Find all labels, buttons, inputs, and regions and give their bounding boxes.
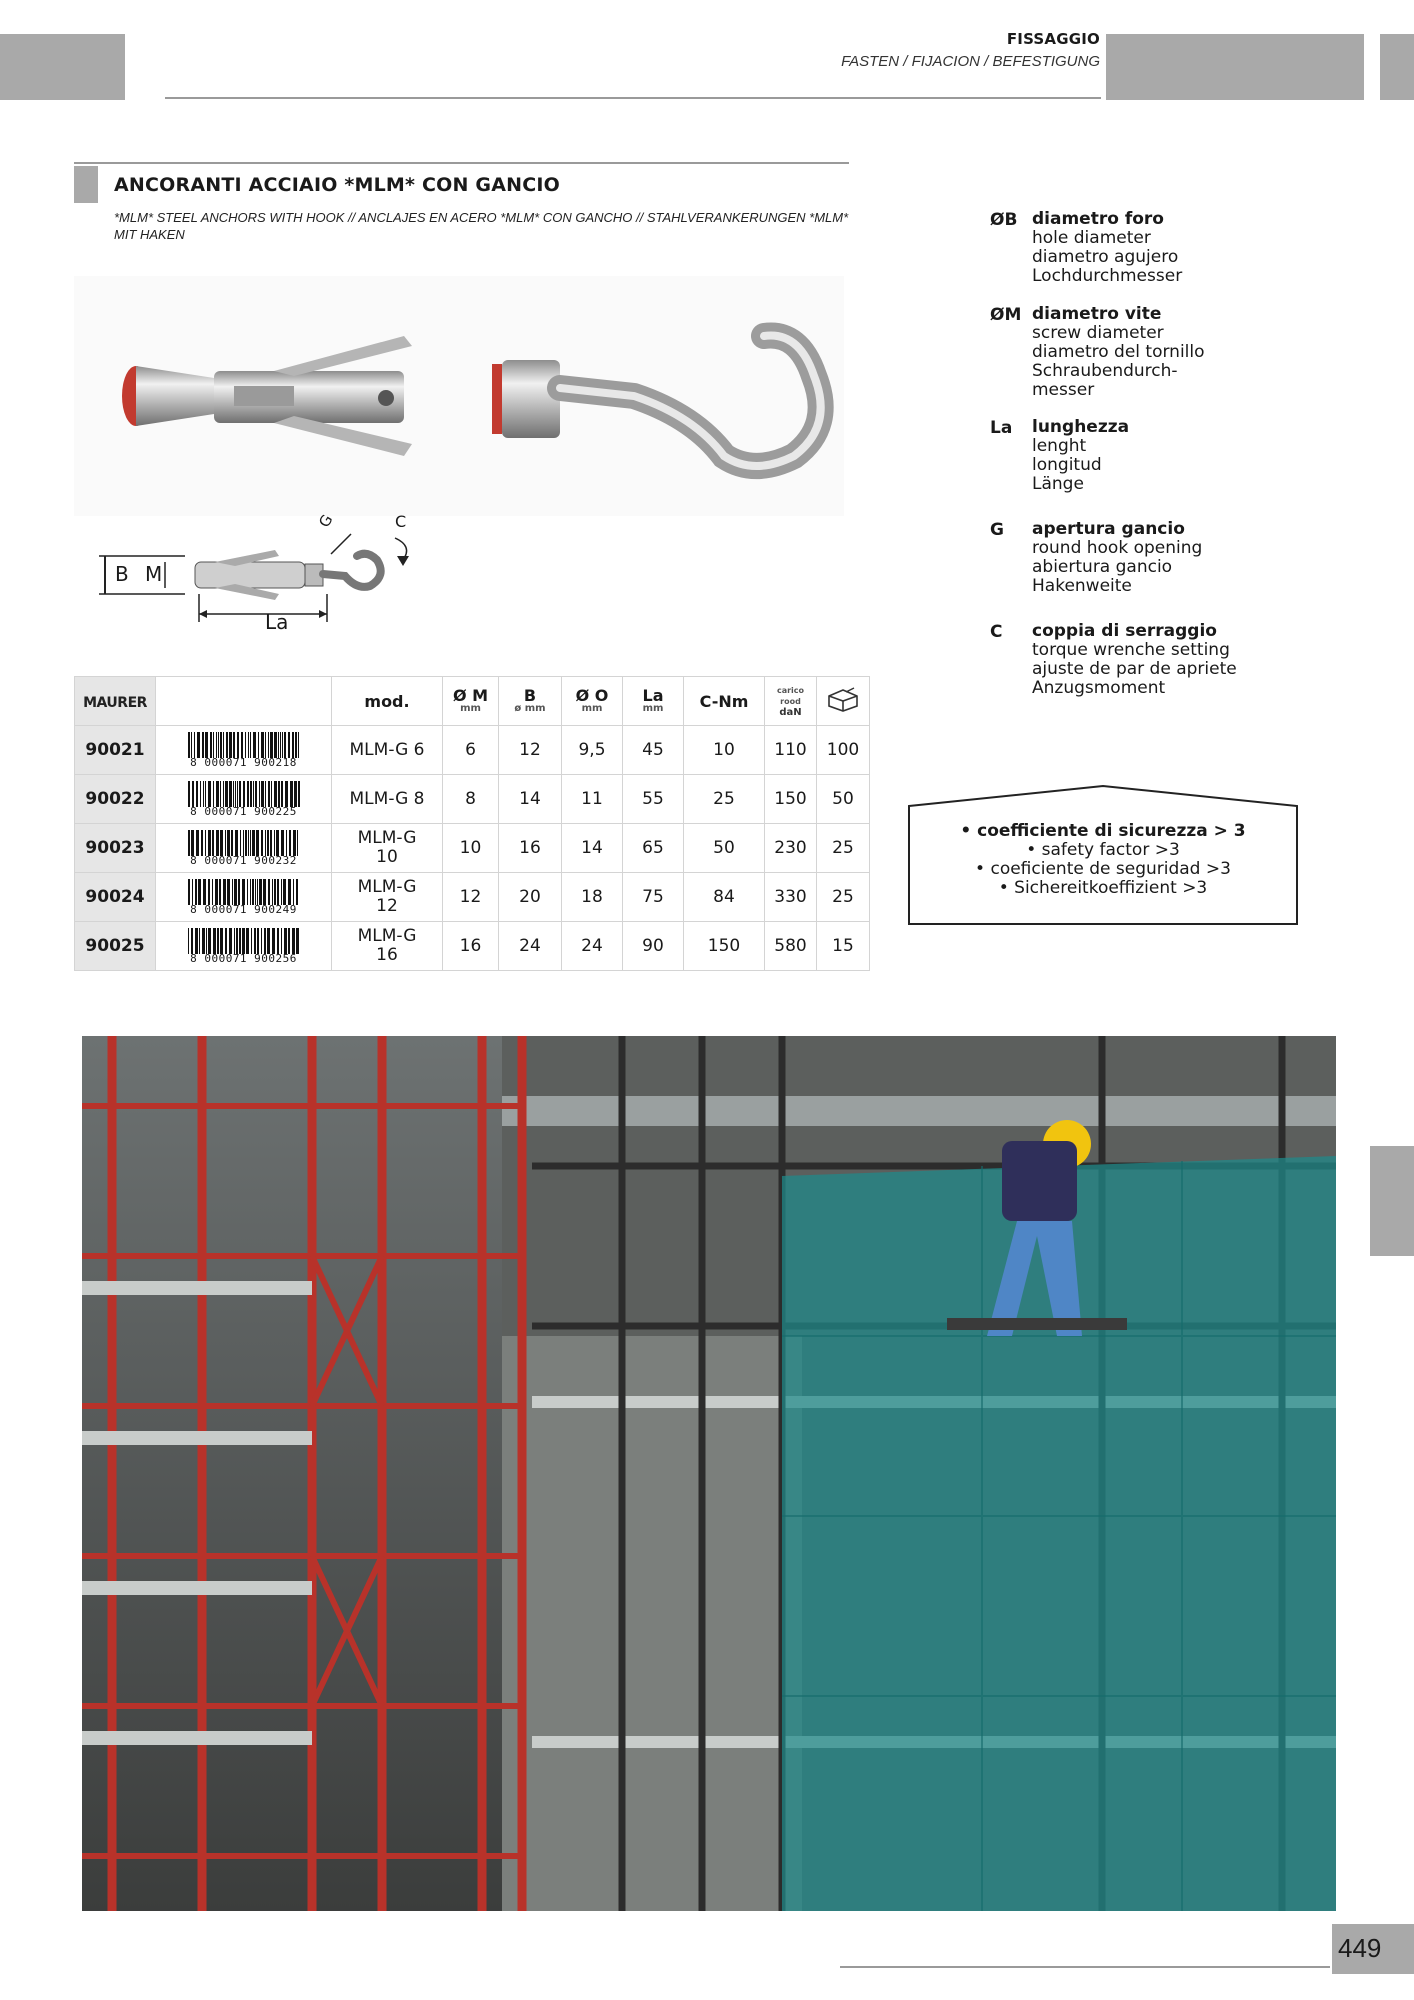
legend-symbol: ØB [990,210,1018,230]
legend-en: torque wrenche setting [1032,640,1230,660]
load-cell: 110 [765,726,817,775]
table-row [75,824,870,873]
section-marker [74,166,98,203]
header-right-block [1106,34,1364,100]
mod-cell: MLM-G 16 [332,922,443,971]
header-left-block [0,34,125,100]
section-subtitle: *MLM* STEEL ANCHORS WITH HOOK // ANCLAJES EN ACERO *MLM* CON GANCHO // STAHLVERANKERUNGEN *MLM* MIT HAKEN [114,210,849,242]
legend-it: coppia di serraggio [1032,621,1217,641]
la-header [623,677,684,726]
header-subtitle: FASTEN / FIJACION / BEFESTIGUNG [841,53,1100,70]
page-number: 449 [1338,1933,1382,1963]
product-photo [74,276,844,516]
technical-drawing [95,510,445,640]
cnm-cell: 84 [684,873,765,922]
cnm-cell: 150 [684,922,765,971]
legend-es: longitud [1032,455,1102,475]
mod-cell: MLM-G 10 [332,824,443,873]
section-rule [74,162,849,164]
legend-en: hole diameter [1032,228,1151,248]
la-header-unit: mm [642,702,664,714]
b-cell: 16 [499,824,562,873]
legend-symbol: G [990,520,1004,540]
oo-cell: 24 [562,922,623,971]
legend-item-c [990,622,1310,717]
header-rule [165,97,1101,99]
cnm-header [684,677,765,726]
code-cell: 90024 [75,873,156,922]
code-cell: 90021 [75,726,156,775]
barcode-cell [156,775,332,824]
legend-es: ajuste de par de apriete [1032,659,1237,679]
legend-it: diametro vite [1032,304,1162,324]
side-tab [1370,1146,1414,1256]
b-cell: 14 [499,775,562,824]
legend-it: apertura gancio [1032,519,1185,539]
pack-cell: 100 [817,726,870,775]
spec-table [74,676,870,971]
om-cell: 10 [443,824,499,873]
legend-en: round hook opening [1032,538,1203,558]
safety-en: • safety factor >3 [1026,840,1180,860]
barcode-cell [156,726,332,775]
legend-en: lenght [1032,436,1087,456]
barcode-cell [156,824,332,873]
pack-cell: 15 [817,922,870,971]
barcode-number: 8 000071 900232 [190,853,297,867]
barcode-number: 8 000071 900256 [190,951,297,965]
mod-header-label: mod. [364,691,410,711]
legend-it: lunghezza [1032,417,1130,437]
load-cell: 230 [765,824,817,873]
code-cell: 90025 [75,922,156,971]
barcode-number: 8 000071 900218 [190,755,297,769]
b-header-label: B [523,685,537,705]
code-cell: 90023 [75,824,156,873]
oo-cell: 9,5 [562,726,623,775]
drawing-label-c: C [395,512,407,531]
legend-es: abiertura gancio [1032,557,1173,577]
la-cell: 75 [623,873,684,922]
oo-header-label: Ø O [575,685,609,705]
b-cell: 24 [499,922,562,971]
om-cell: 8 [443,775,499,824]
section-title: ANCORANTI ACCIAIO *MLM* CON GANCIO [114,174,560,196]
barcode-icon [184,732,304,758]
box-icon [826,686,860,712]
load-header-unit: daN [779,706,802,718]
om-cell: 6 [443,726,499,775]
cnm-cell: 25 [684,775,765,824]
cnm-header-label: C-Nm [699,691,749,711]
barcode-icon [184,879,304,905]
table-row [75,873,870,922]
table-row [75,775,870,824]
barcode-icon [184,781,304,807]
legend-de: Hakenweite [1032,576,1132,596]
code-cell: 90022 [75,775,156,824]
header-edge-block [1380,34,1414,100]
oo-cell: 14 [562,824,623,873]
om-cell: 12 [443,873,499,922]
drawing-label-b: B [115,562,129,586]
drawing-label-m: M [145,562,163,586]
la-cell: 55 [623,775,684,824]
legend-es: diametro del tornillo [1032,342,1205,362]
load-cell: 330 [765,873,817,922]
oo-header-unit: mm [581,702,603,714]
footer-rule [840,1966,1330,1968]
safety-it: • coefficiente di sicurezza > 3 [960,821,1246,841]
table-header-row [75,677,870,726]
b-header-unit: ø mm [514,702,546,714]
drawing-label-g: G [315,511,337,531]
mod-cell: MLM-G 12 [332,873,443,922]
oo-header [562,677,623,726]
barcode-cell [156,873,332,922]
legend [990,210,1310,717]
b-cell: 12 [499,726,562,775]
la-cell: 90 [623,922,684,971]
load-cell: 580 [765,922,817,971]
mod-cell: MLM-G 8 [332,775,443,824]
legend-symbol: La [990,418,1013,438]
barcode-header [156,677,332,726]
legend-item-la [990,418,1310,520]
load-header [765,677,817,726]
cnm-cell: 10 [684,726,765,775]
pack-cell: 50 [817,775,870,824]
load-cell: 150 [765,775,817,824]
pack-cell: 25 [817,873,870,922]
legend-item-g [990,520,1310,622]
safety-de: • Sichereitkoeffizient >3 [998,878,1208,898]
pack-cell: 25 [817,824,870,873]
legend-item-ob [990,210,1310,305]
pack-header [817,677,870,726]
om-cell: 16 [443,922,499,971]
la-cell: 45 [623,726,684,775]
drawing-label-la: La [265,610,289,634]
barcode-icon [184,830,304,856]
om-header [443,677,499,726]
la-header-label: La [642,685,664,705]
brand-logo [75,677,156,726]
oo-cell: 11 [562,775,623,824]
mod-cell: MLM-G 6 [332,726,443,775]
legend-en: screw diameter [1032,323,1164,343]
barcode-number: 8 000071 900249 [190,902,297,916]
b-cell: 20 [499,873,562,922]
spec-table-wrap [74,676,870,971]
load-header-label: carico [776,685,805,695]
mod-header [332,677,443,726]
legend-it: diametro foro [1032,209,1164,229]
cnm-cell: 50 [684,824,765,873]
brand-name: MAURER [83,694,147,711]
legend-symbol: C [990,622,1003,642]
om-header-label: Ø M [452,685,489,705]
safety-box [907,784,1299,926]
legend-de: Länge [1032,474,1084,494]
legend-es: diametro agujero [1032,247,1179,267]
b-header [499,677,562,726]
oo-cell: 18 [562,873,623,922]
load-header-label2: rood [780,696,801,706]
safety-es: • coeficiente de seguridad >3 [975,859,1231,879]
barcode-number: 8 000071 900225 [190,804,297,818]
legend-item-om [990,305,1310,418]
om-header-unit: mm [460,702,481,714]
scaffolding-photo [82,1036,1336,1911]
table-row [75,726,870,775]
legend-de: Lochdurchmesser [1032,266,1183,286]
header-title: FISSAGGIO [1006,30,1100,48]
barcode-cell [156,922,332,971]
table-row [75,922,870,971]
legend-de: Schraubendurch- messer [1032,361,1178,400]
legend-symbol: ØM [990,305,1022,325]
barcode-icon [184,928,304,954]
la-cell: 65 [623,824,684,873]
legend-de: Anzugsmoment [1032,678,1166,698]
